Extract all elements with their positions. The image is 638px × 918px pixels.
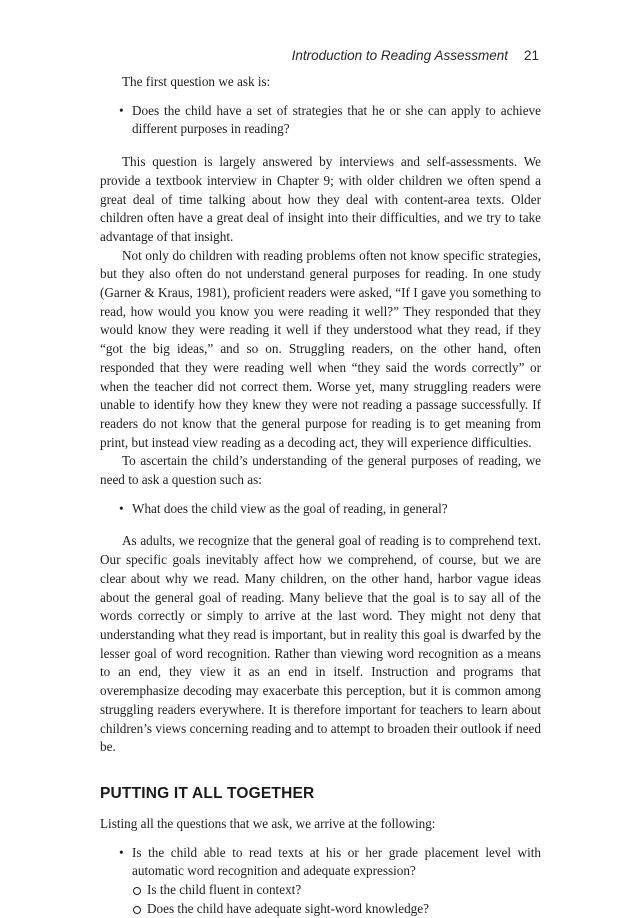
- paragraph-listing: Listing all the questions that we ask, we arrive at the following:: [100, 815, 436, 831]
- sub-bullet-item: Does the child have adequate sight-word knowledge?: [132, 900, 541, 918]
- paragraph-adults: As adults, we recognize that the general goal of reading is to comprehend text. Our specific goals inevitably affect how we comprehend, of course, but we are clear about why we read. Many children, on the other hand, harbor vague ideas about the general goal of reading. Many believe that the goal is to say all of the words correctly or simply to arrive at the last word. They might not deny that understanding what they read is important, but in reality this goal is dwarfed by the lesser goal of word recognition. Rather than viewing word recognition as a means to an end, they view it as an end in itself. Instruction and programs that overemphasize decoding may exacerbate this perception, but it is common among struggling readers everywhere. It is therefore important for teachers to learn about children’s views concerning reading and to attempt to broaden their outlook if need be.: [100, 533, 541, 755]
- paragraph-ascertain: To ascertain the child’s understanding of the general purposes of reading, we need to ask a question such as:: [100, 453, 541, 488]
- sub-bullet-list: [132, 881, 541, 918]
- section-heading: PUTTING IT ALL TOGETHER: [100, 784, 315, 802]
- bullet-item-grade-level-text: Is the child able to read texts at his or her grade placement level with automatic word recognition and adequate expression?: [132, 844, 541, 879]
- sub-bullet-item: Is the child fluent in context?: [132, 881, 541, 900]
- bullet-item-strategies: • Does the child have a set of strategies that he or she can apply to achieve different purposes in reading?: [100, 102, 541, 139]
- running-header-title: Introduction to Reading Assessment: [291, 48, 508, 63]
- bullet-list-goal: [100, 500, 541, 519]
- running-header: [292, 48, 539, 63]
- bullet-item-goal: • What does the child view as the goal of reading, in general?: [100, 500, 541, 519]
- paragraph-interviews: This question is largely answered by interviews and self-assessments. We provide a textbook interview in Chapter 9; with older children we often spend a great deal of time talking about how they deal with content-area texts. Older children often have a great deal of insight into their difficulties, and we try to take advantage of that insight.: [100, 154, 541, 244]
- page-body: [100, 73, 541, 918]
- page-number: 21: [523, 48, 539, 63]
- bullet-list-strategies: [100, 102, 541, 139]
- paragraph-general-purposes: Not only do children with reading problems often not know specific strategies, but they also often do not understand general purposes for reading. In one study (Garner & Kraus, 1981), proficient readers were asked, “If I gave you something to read, how would you know you were reading it well?” They responded that they would know they were reading it well if they understood what they read, if they “got the big ideas,” and so on. Struggling readers, on the other hand, often responded that they were reading well when “they said the words correctly” or when the teacher did not correct them. Worse yet, many struggling readers were unable to identify how they knew they were not reading a passage successfully. If readers do not know that the general purpose for reading is to get meaning from print, but instead view reading as a decoding act, they will experience difficulties.: [100, 247, 541, 450]
- paragraph-intro-question: The first question we ask is:: [122, 74, 271, 89]
- bullet-list-questions: [100, 844, 541, 918]
- bullet-item-grade-level: [100, 844, 541, 918]
